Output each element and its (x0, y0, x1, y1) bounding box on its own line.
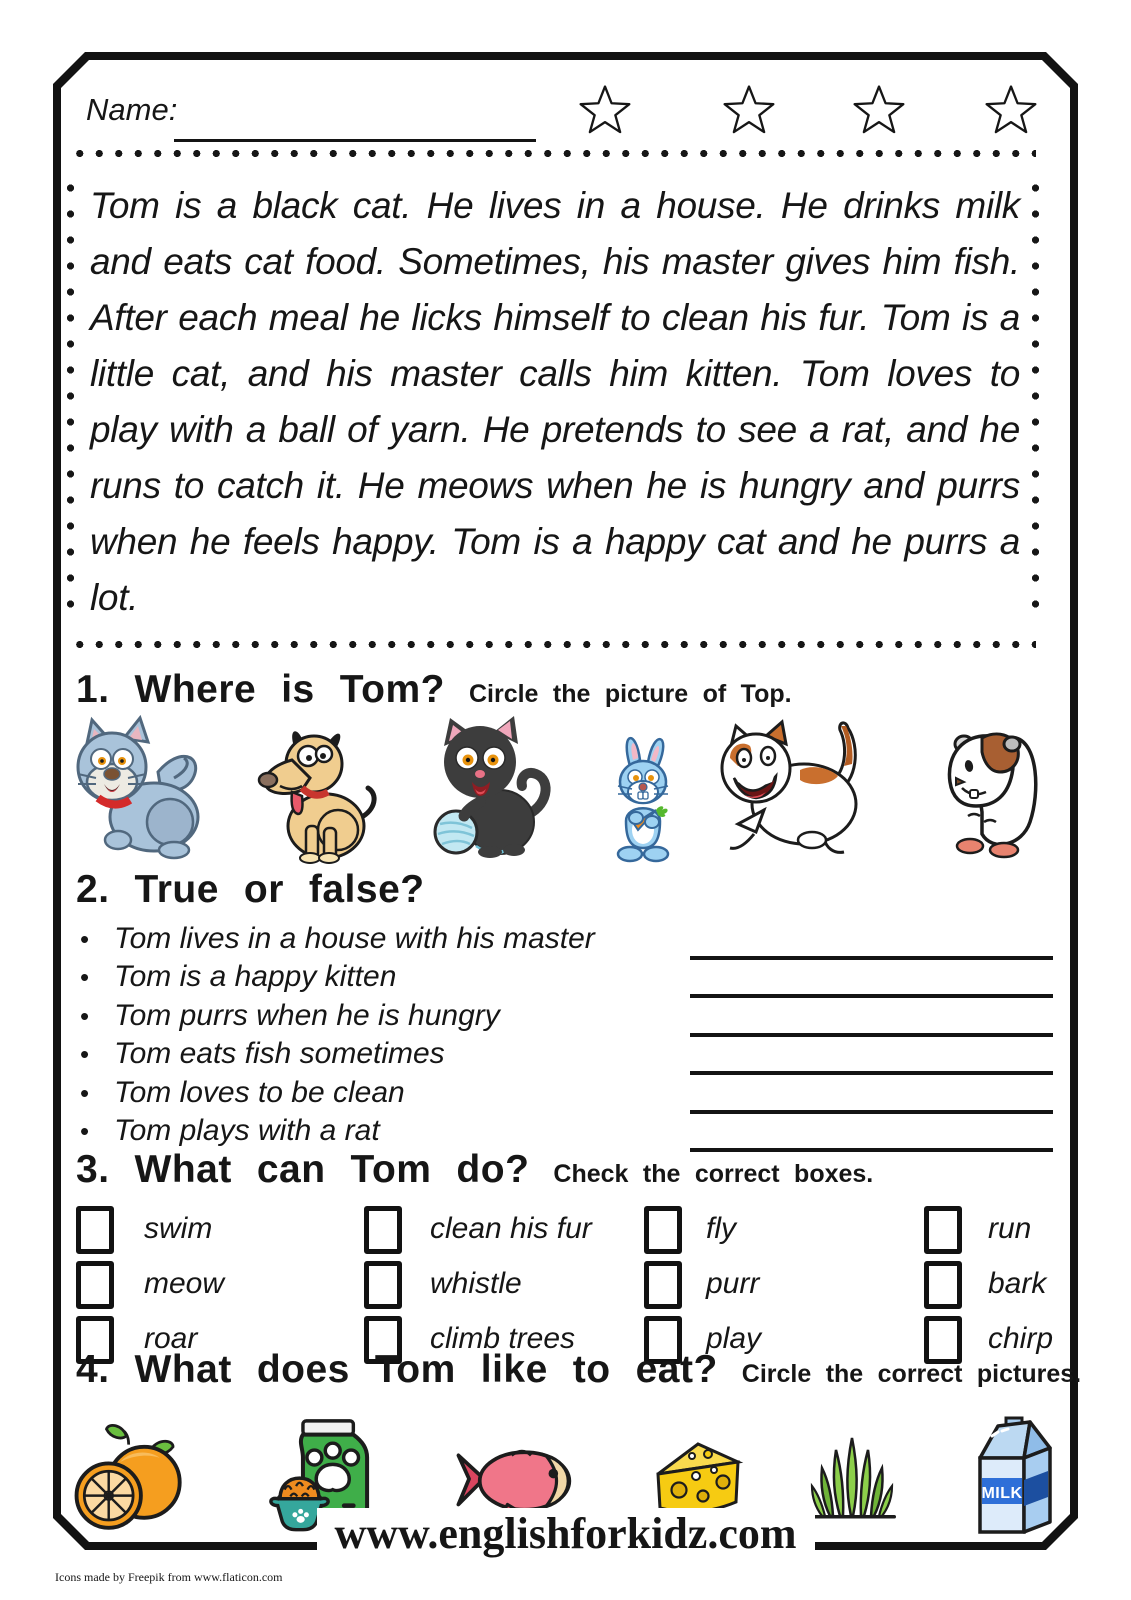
list-item: • Tom eats fish sometimes (80, 1037, 445, 1071)
question-3-title: 3. What can Tom do? (76, 1148, 530, 1191)
checkbox-run[interactable] (924, 1206, 962, 1254)
question-1-title: 1. Where is Tom? (76, 668, 445, 711)
checkbox-label: play (706, 1322, 762, 1355)
star-icon (578, 82, 632, 138)
checkbox-clean-his-fur[interactable] (364, 1206, 402, 1254)
list-item: • Tom loves to be clean (80, 1075, 405, 1109)
name-label: Name: (86, 92, 178, 127)
question-1-heading (76, 668, 792, 712)
checkbox-label: roar (144, 1322, 198, 1355)
question-4-heading (76, 1348, 1081, 1392)
checkbox-label: swim (144, 1212, 213, 1245)
question-4-title: 4. What does Tom like to eat? (76, 1348, 718, 1391)
checkbox-label: meow (144, 1267, 225, 1300)
checkbox-swim[interactable] (76, 1206, 114, 1254)
answer-line[interactable] (690, 1033, 1053, 1037)
grass-image[interactable] (802, 1432, 902, 1524)
milk-label: MILK (981, 1485, 1023, 1502)
list-item: • Tom plays with a rat (80, 1113, 380, 1147)
answer-line[interactable] (690, 956, 1053, 960)
answer-line[interactable] (690, 1110, 1053, 1114)
checkbox-fly[interactable] (644, 1206, 682, 1254)
true-false-list (80, 922, 595, 1152)
hamster-image[interactable] (912, 722, 1044, 862)
star-icon (722, 82, 776, 138)
question-3-heading (76, 1148, 873, 1192)
oranges-image[interactable] (68, 1418, 196, 1540)
blue-rabbit-image[interactable] (596, 726, 690, 866)
black-cat-with-yarn-image[interactable] (420, 716, 562, 864)
question-2-heading (76, 868, 425, 912)
star-icon (984, 82, 1038, 138)
white-orange-cat-image[interactable] (708, 712, 876, 862)
checkbox-label: chirp (988, 1322, 1054, 1355)
reading-passage: Tom is a black cat. He lives in a house. He drinks milk and eats cat food. Sometimes, his master gives him fish. After each meal he licks himself to clean his fur. Tom is a little cat, and his master calls him kitten. Tom loves to play with a ball of yarn. He pretends to see a rat, and he runs to catch it. He meows when he is hungry and purrs when he feels happy. Tom is a happy cat and he purrs a lot. (90, 185, 1020, 618)
checkbox-meow[interactable] (76, 1261, 114, 1309)
question-4-instruction: Circle the correct pictures. (741, 1360, 1082, 1388)
milk-carton-image[interactable] (962, 1412, 1066, 1548)
website-footer: www.englishforkidz.com (317, 1508, 815, 1559)
answer-line[interactable] (690, 994, 1053, 998)
checkbox-label: purr (706, 1267, 760, 1300)
question-1-instruction: Circle the picture of Top. (468, 680, 792, 708)
checkbox-label: whistle (430, 1267, 522, 1300)
checkbox-purr[interactable] (644, 1261, 682, 1309)
checkbox-label: run (988, 1212, 1032, 1245)
star-icon (852, 82, 906, 138)
question-3-instruction: Check the correct boxes. (553, 1160, 874, 1188)
list-item: • Tom purrs when he is hungry (80, 998, 500, 1032)
list-item: • Tom lives in a house with his master (80, 922, 595, 955)
grey-cat-image[interactable] (62, 712, 210, 862)
answer-line[interactable] (690, 1071, 1053, 1075)
checkbox-bark[interactable] (924, 1261, 962, 1309)
brown-dog-image[interactable] (240, 722, 388, 864)
name-input-line[interactable] (174, 139, 536, 142)
checkbox-label: climb trees (430, 1322, 576, 1355)
icons-credit: Icons made by Freepik from www.flaticon.com (55, 1570, 283, 1584)
list-item: • Tom is a happy kitten (80, 960, 397, 994)
checkbox-label: fly (706, 1212, 736, 1245)
checkbox-whistle[interactable] (364, 1261, 402, 1309)
checkbox-label: clean his fur (430, 1212, 592, 1245)
question-2-title: 2. True or false? (76, 868, 425, 911)
checkbox-label: bark (988, 1267, 1047, 1300)
